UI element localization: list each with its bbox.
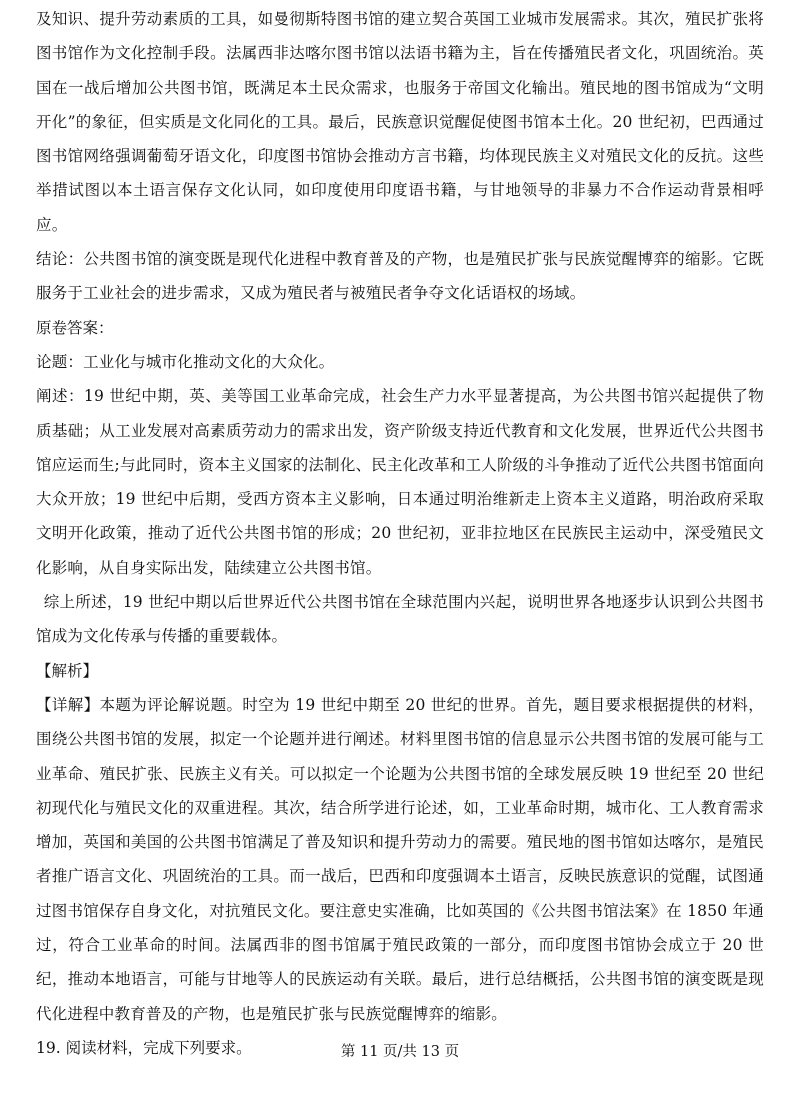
body-paragraph: 及知识、提升劳动素质的工具，如曼彻斯特图书馆的建立契合英国工业城市发展需求。其次，殖民扩张将图书馆作为文化控制手段。法属西非达喀尔图书馆以法语书籍为主，旨在传播殖民者文化，巩固统治。英国在一战后增加公共图书馆，既满足本土民众需求，也服务于帝国文化输出。殖民地的图书馆成为“文明开化”的象征，但实质是文化同化的工具。最后，民族意识觉醒促使图书馆本土化。20 世纪初，巴西通过图书馆网络强调葡萄牙语文化，印度图书馆协会推动方言书籍，均体现民族主义对殖民文化的反抗。这些举措试图以本土语言保存文化认同，如印度使用印度语书籍，与甘地领导的非暴力不合作运动背景相呼应。: [36, 10, 764, 234]
detailed-explanation-paragraph: 【详解】本题为评论解说题。时空为 19 世纪中期至 20 世纪的世界。首先，题目要求根据提供的材料，围绕公共图书馆的发展，拟定一个论题并进行阐述。材料里图书馆的信息显示公共图书馆的发展可能与工业革命、殖民扩张、民族主义有关。可以拟定一个论题为公共图书馆的全球发展反映 19 世纪至 20 世纪初现代化与殖民文化的双重进程。其次，结合所学进行论述，如，工业革命时期，城市化、工人教育需求增加，英国和美国的公共图书馆满足了普及知识和提升劳动力的需要。殖民地的图书馆如达喀尔，是殖民者推广语言文化、巩固统治的工具。而一战后，巴西和印度强调本土语言，反映民族意识的觉醒，试图通过图书馆保存自身文化，对抗殖民文化。要注意史实准确，比如英国的《公共图书馆法案》在 1850 年通过，符合工业革命的时间。法属西非的图书馆属于殖民政策的一部分，而印度图书馆协会成立于 20 世纪，推动本地语言，可能与甘地等人的民族运动有关联。最后，进行总结概括，公共图书馆的演变既是现代化进程中教育普及的产物，也是殖民扩张与民族觉醒博弈的缩影。: [36, 695, 764, 1023]
conclusion-paragraph: 结论：公共图书馆的演变既是现代化进程中教育普及的产物，也是殖民扩张与民族觉醒博弈的缩影。它既服务于工业社会的进步需求，又成为殖民者与被殖民者争夺文化话语权的场域。: [36, 250, 764, 303]
document-page: [36, 0, 764, 1065]
thesis-paragraph: 论题：工业化与城市化推动文化的大众化。: [36, 352, 335, 371]
analysis-heading: 【解析】: [36, 661, 99, 680]
summary-paragraph: 综上所述，19 世纪中期以后世界近代公共图书馆在全球范围内兴起，说明世界各地逐步认识到公共图书馆成为文化传承与传播的重要载体。: [36, 593, 764, 646]
page-footer: 第 11 页/共 13 页: [340, 1044, 460, 1060]
original-answer-heading: 原卷答案：: [36, 318, 114, 337]
elaboration-paragraph: 阐述：19 世纪中期，英、美等国工业革命完成，社会生产力水平显著提高，为公共图书馆兴起提供了物质基础；从工业发展对高素质劳动力的需求出发，资产阶级支持近代教育和文化发展，世界近代公共图书馆应运而生;与此同时，资本主义国家的法制化、民主化改革和工人阶级的斗争推动了近代公共图书馆面向大众开放；19 世纪中后期，受西方资本主义影响，日本通过明治维新走上资本主义道路，明治政府采取文明开化政策，推动了近代公共图书馆的形成；20 世纪初，亚非拉地区在民族民主运动中，深受殖民文化影响，从自身实际出发，陆续建立公共图书馆。: [36, 387, 764, 577]
question-19-heading: 19. 阅读材料，完成下列要求。: [36, 1038, 252, 1057]
